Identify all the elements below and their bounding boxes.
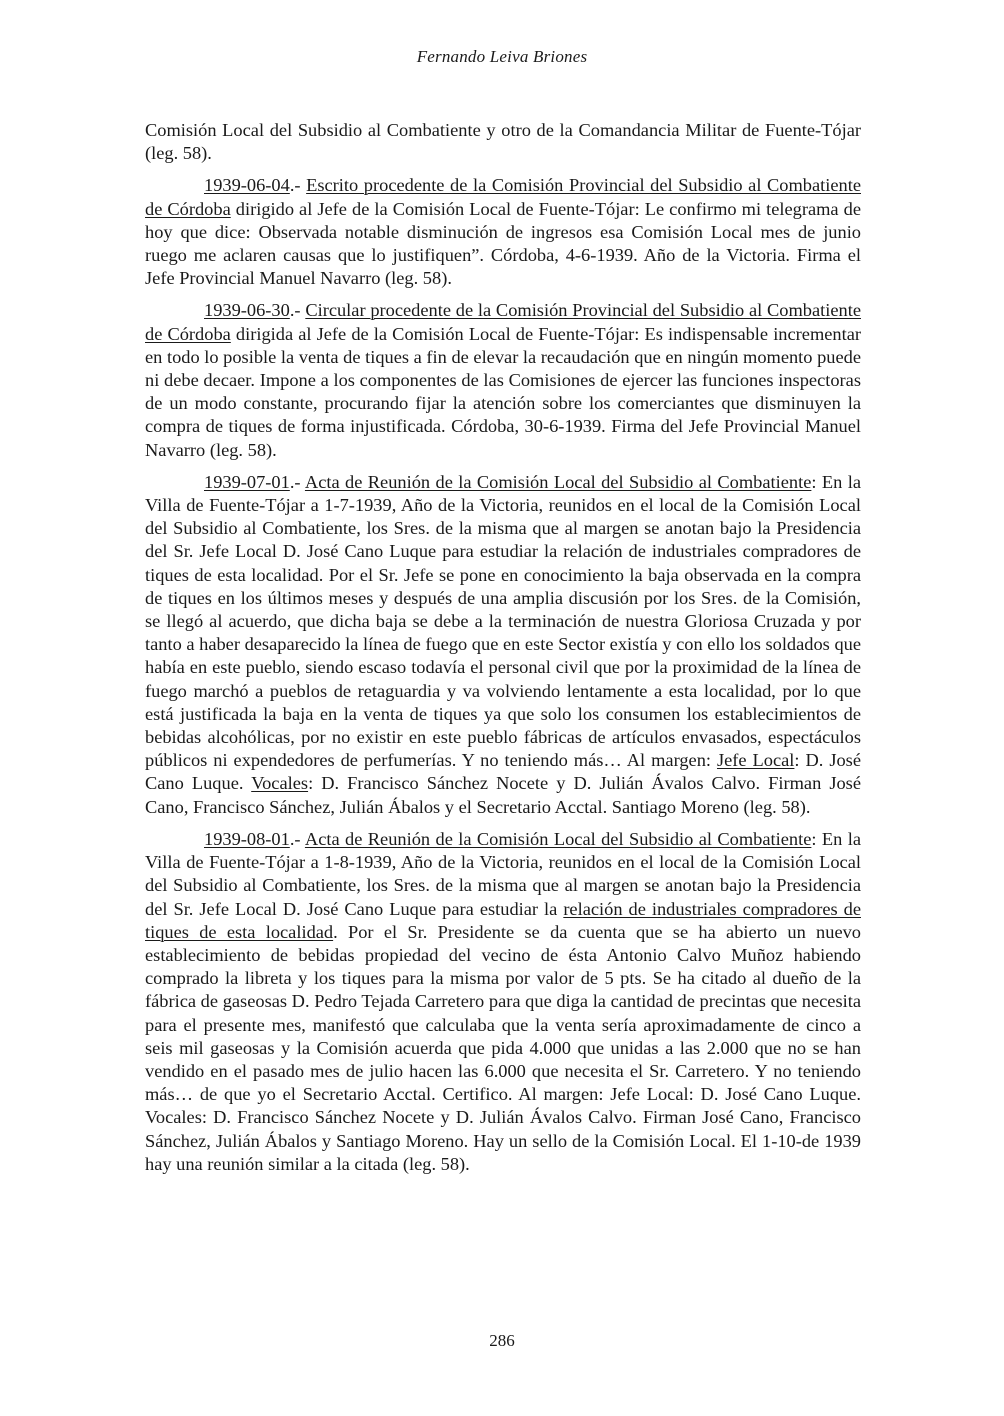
entry-body: dirigido al Jefe de la Comisión Local de Fuente-Tójar: Le confirmo mi telegrama de hoy que dice: Observada notable disminución de ingresos esa Comisión Local mes de junio ruego me aclaren causas que lo justifiquen”. Córdoba, 4-6-1939. Año de la Victoria. Firma el Jefe Provincial Manuel Navarro (leg. 58). (145, 198, 861, 289)
entry-label-vocales: Vocales (251, 773, 309, 794)
entry-title: Escrito procedente de la Comisión Provincial del Subsidio al Combatiente de Córdoba (145, 175, 861, 219)
entry-1939-06-30 (145, 299, 861, 461)
document-body (145, 119, 861, 1185)
entry-underlined-phrase: relación de industriales compradores de tiques de esta localidad (145, 898, 861, 942)
entry-date: 1939-08-01 (204, 828, 290, 849)
entry-title: Circular procedente de la Comisión Provincial del Subsidio al Combatiente de Córdoba (145, 300, 861, 344)
entry-title: Acta de Reunión de la Comisión Local del Subsidio al Combatiente (304, 471, 812, 492)
entry-1939-06-04 (145, 174, 861, 290)
running-header-author: Fernando Leiva Briones (416, 47, 588, 66)
entry-title: Acta de Reunión de la Comisión Local del Subsidio al Combatiente (304, 828, 812, 849)
entry-1939-07-01 (145, 471, 861, 819)
entry-date: 1939-07-01 (204, 471, 290, 492)
paragraph-continuation (145, 119, 861, 165)
entry-body: : En la Villa de Fuente-Tójar a 1-8-1939, Año de la Victoria, reunidos en el local de la Comisión Local del Subsidio al Combatiente, los Sres. de la misma que al margen se anotan bajo la Presidencia del Sr. Jefe Local D. José Cano Luque para estudiar la (145, 828, 861, 919)
paragraph-text: Comisión Local del Subsidio al Combatiente y otro de la Comandancia Militar de Fuente-Tójar (leg. 58). (145, 120, 861, 164)
entry-body: : En la Villa de Fuente-Tójar a 1-7-1939, Año de la Victoria, reunidos en el local de la Comisión Local del Subsidio al Combatiente, los Sres. de la misma que al margen se anotan bajo la Presidencia del Sr. Jefe Local D. José Cano Luque para estudiar la relación de industriales compradores de tiques de esta localidad. Por el Sr. Jefe se pone en conocimiento la baja observada en la compra de tiques en los últimos meses y después de una amplia discusión por los Sres. de la Comisión, se llegó al acuerdo, que dicha baja se debe a la terminación de nuestra Gloriosa Cruzada y por tanto a haber desaparecido la línea de fuego que en este Sector existía y con ello los soldados que había en este pueblo, siendo escaso todavía el personal civil que por la proximidad de la línea de fuego marchó a pueblos de retaguardia y va volviendo lentamente a esta localidad, por lo que está justificada la baja en la venta de tiques ya que solo los consumen los establecimientos de bebidas alcohólicas, por no existir en este pueblo fábricas de artículos envasados, espectáculos públicos ni expendedores de perfumerías. Y no teniendo más… Al margen: (145, 471, 861, 771)
entry-body: . Por el Sr. Presidente se da cuenta que se ha abierto un nuevo establecimiento de bebidas propiedad del vecino de ésta Antonio Calvo Muñoz habiendo comprado la libreta y los tiques para la misma por valor de 5 pts. Se ha citado al dueño de la fábrica de gaseosas D. Pedro Tejada Carretero para que diga la cantidad de precintas que necesita para el presente mes, manifestó que calculaba que la venta sería aproximadamente de cinco a seis mil gaseosas y la Comisión acuerda que pida 4.000 que unidas a las 2.000 que no se han vendido en el pasado mes de julio hacen las 6.000 que necesita el Sr. Carretero. Y no teniendo más… de que yo el Secretario Acctal. Certifico. Al margen: Jefe Local: D. José Cano Luque. Vocales: D. Francisco Sánchez Nocete y D. Julián Ávalos Calvo. Firman José Cano, Francisco Sánchez, Julián Ábalos y Santiago Moreno. Hay un sello de la Comisión Local. El 1-10-de 1939 hay una reunión similar a la citada (leg. 58). (145, 921, 861, 1174)
entry-separator: .- (289, 471, 305, 492)
entry-separator: .- (289, 175, 307, 196)
entry-label-jefe-local: Jefe Local (716, 750, 795, 771)
entry-date: 1939-06-30 (204, 300, 290, 321)
entry-body: : D. Francisco Sánchez Nocete y D. Julián Ávalos Calvo. Firman José Cano, Francisco Sánchez, Julián Ábalos y el Secretario Acctal. Santiago Moreno (leg. 58). (145, 773, 861, 817)
entry-separator: .- (289, 828, 305, 849)
entry-body: : D. José Cano Luque. (145, 750, 861, 794)
entry-date: 1939-06-04 (204, 175, 290, 196)
entry-separator: .- (289, 300, 306, 321)
entry-body: dirigida al Jefe de la Comisión Local de Fuente-Tójar: Es indispensable incrementar en todo lo posible la venta de tiques a fin de elevar la recaudación que en ningún momento puede ni debe decaer. Impone a los componentes de las Comisiones de ejercer las funciones inspectoras de un modo constante, procurando fijar la atención sobre los comerciantes que disminuyen la compra de tiques de forma injustificada. Córdoba, 30-6-1939. Firma del Jefe Provincial Manuel Navarro (leg. 58). (145, 323, 862, 460)
entry-1939-08-01 (145, 828, 861, 1176)
page-number: 286 (489, 1331, 515, 1350)
